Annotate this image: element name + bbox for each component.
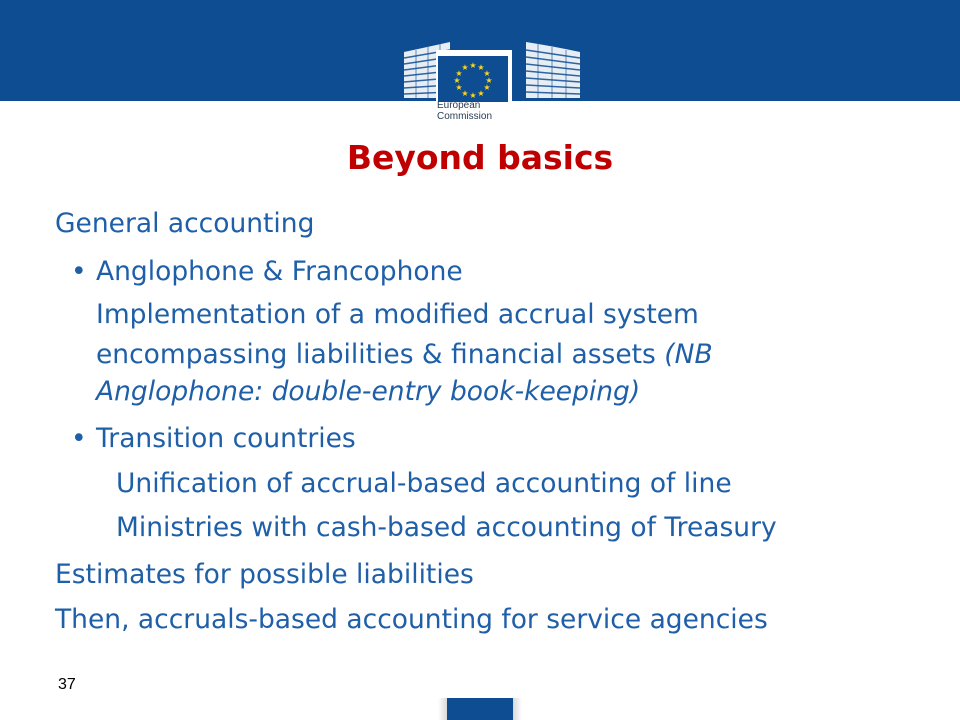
item-accruals-service-agencies: Then, accruals-based accounting for service agencies: [55, 604, 768, 635]
para1-line2-normal: encompassing liabilities & financial assets: [96, 339, 665, 370]
bullet-dot: •: [71, 423, 87, 454]
bottom-flag-strip: [447, 698, 513, 720]
svg-text:★: ★: [469, 61, 477, 70]
logo-text: [437, 100, 513, 122]
logo-text-line2: Commission: [437, 111, 493, 122]
page-number: 37: [58, 676, 76, 693]
para1-line2-italic: (NB: [664, 339, 713, 370]
bullet-anglophone-francophone: Anglophone & Francophone: [96, 256, 463, 287]
svg-text:★: ★: [483, 69, 491, 78]
svg-text:★: ★: [477, 89, 485, 98]
para1-line1: Implementation of a modified accrual system: [96, 299, 699, 330]
svg-text:★: ★: [455, 83, 463, 92]
svg-text:★: ★: [469, 91, 477, 100]
svg-text:★: ★: [461, 63, 469, 72]
svg-text:★: ★: [485, 76, 493, 85]
heading-general-accounting: General accounting: [55, 208, 315, 239]
para1-line3: Anglophone: double-entry book-keeping): [96, 376, 641, 407]
sub-item-unification: Unification of accrual-based accounting of line: [116, 468, 732, 499]
svg-text:★: ★: [461, 89, 469, 98]
bottom-flag-shadow-right: [513, 698, 522, 720]
bullet-dot: •: [71, 256, 87, 287]
bullet-transition-countries: Transition countries: [96, 423, 356, 454]
logo-text-line1: European: [437, 100, 481, 111]
svg-text:★: ★: [483, 83, 491, 92]
sub-item-ministries: Ministries with cash-based accounting of Treasury: [116, 512, 777, 543]
svg-text:★: ★: [477, 63, 485, 72]
svg-text:★: ★: [453, 76, 461, 85]
svg-text:★: ★: [455, 69, 463, 78]
bottom-flag-shadow-left: [438, 698, 447, 720]
slide-title: Beyond basics: [346, 138, 614, 177]
item-estimates: Estimates for possible liabilities: [55, 559, 474, 590]
para1-line2: [96, 339, 713, 370]
